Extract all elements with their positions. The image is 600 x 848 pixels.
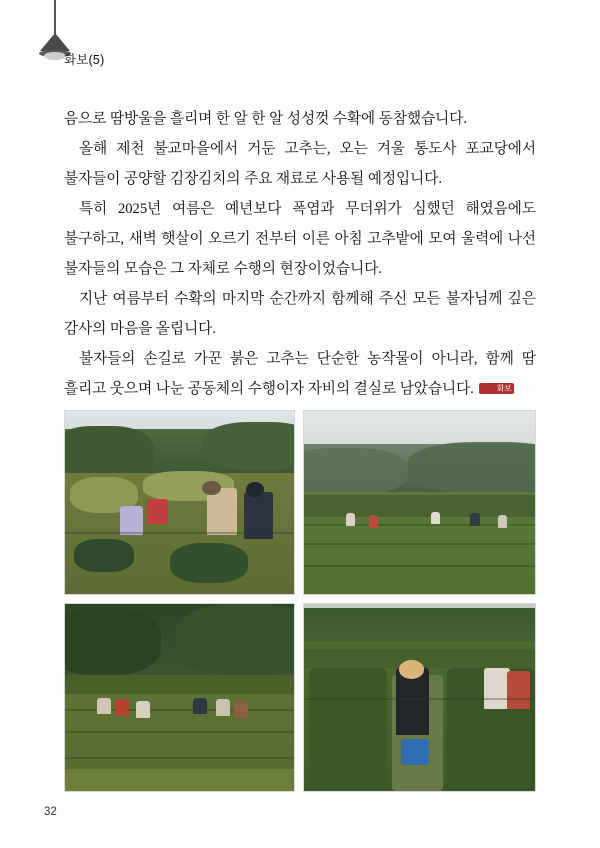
photo-person	[115, 699, 129, 716]
photo-field-workers-wide	[64, 603, 295, 792]
photo-row-line	[304, 698, 535, 700]
photo-plants	[74, 539, 134, 572]
photo-pepper-row	[309, 668, 388, 791]
paragraph: 올해 제천 불교마을에서 거둔 고추는, 오는 겨울 통도사 포교당에서 불자들이 공양할 김장김치의 주요 재료로 사용될 예정입니다.	[64, 141, 536, 187]
photo-tree-mass	[64, 608, 161, 675]
section-title: 화보(5)	[64, 53, 105, 67]
page-number: 32	[44, 806, 57, 818]
paragraph-with-endmark	[64, 344, 536, 404]
photo-row-line	[65, 532, 294, 534]
photo-row-line	[304, 565, 535, 567]
article-body	[64, 104, 536, 404]
photo-foreground-grass	[65, 769, 294, 792]
photo-hedge	[65, 675, 294, 694]
photo-person	[369, 515, 378, 528]
paragraph: 특히 2025년 여름은 예년보다 폭염과 무더위가 심했던 해였음에도 불구하고, 새벽 햇살이 오르기 전부터 이른 아침 고추밭에 모여 울력에 나선 불자들의 모습은 그 자체로 수행의 현장이었습니다.	[64, 201, 536, 277]
photo-person	[507, 671, 530, 708]
photo-person	[498, 515, 507, 528]
photo-person	[193, 698, 207, 715]
photo-treeline	[304, 495, 535, 517]
photo-person	[97, 698, 111, 715]
photo-person-hat	[202, 481, 220, 496]
photo-person	[346, 513, 355, 526]
photo-person	[136, 701, 150, 718]
paragraph: 음으로 땀방울을 흘리며 한 알 한 알 성성껏 수확에 동참했습니다.	[64, 111, 468, 127]
photo-person	[147, 499, 168, 525]
photo-grid	[64, 410, 536, 792]
photo-tree-mass	[175, 604, 295, 675]
photo-mountain	[303, 448, 408, 496]
page-header	[0, 0, 600, 90]
photo-person	[484, 668, 509, 709]
photo-row-line	[65, 757, 294, 759]
photo-person-head	[399, 660, 424, 679]
photo-person	[431, 512, 440, 525]
lamp-glow	[44, 52, 66, 60]
photo-person	[216, 699, 230, 716]
photo-tree-mass	[202, 422, 295, 470]
photo-person-hat	[246, 482, 264, 497]
photo-pepper-rows-picking	[303, 603, 536, 792]
lamp-shade	[40, 33, 70, 51]
photo-mountain	[408, 442, 536, 493]
photo-harvest-volunteers-closeup	[64, 410, 295, 595]
paragraph-text: 불자들의 손길로 가꾼 붉은 고추는 단순한 농작물이 아니라, 함께 땀 흘리고 웃으며 나눈 공동체의 수행이자 자비의 결실로 남았습니다.	[64, 351, 536, 397]
paragraph: 지난 여름부터 수확의 마지막 순간까지 함께해 주신 모든 불자님께 깊은 감사의 마음을 올립니다.	[64, 291, 536, 337]
photo-row-line	[304, 543, 535, 545]
photo-person	[470, 513, 479, 526]
photo-plants	[170, 543, 248, 583]
end-mark-badge: 화보	[479, 383, 514, 394]
photo-person	[234, 701, 248, 718]
photo-blue-basket	[401, 739, 429, 765]
lamp-cord	[54, 0, 56, 34]
photo-field-panorama-misty-mountain	[303, 410, 536, 595]
photo-row-line	[65, 731, 294, 733]
